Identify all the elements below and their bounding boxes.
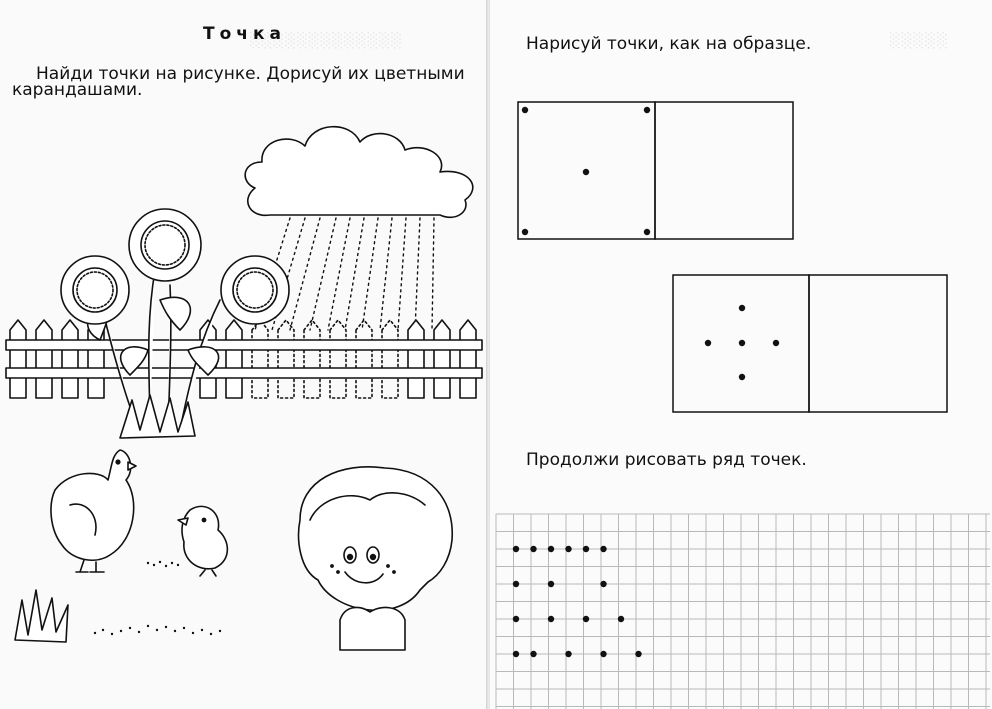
- chick: [178, 506, 227, 576]
- row-dot: [548, 581, 554, 587]
- row-dot: [618, 616, 624, 622]
- page-title: Точка: [203, 24, 286, 44]
- pattern-task-text: Нарисуй точки, как на образце.: [526, 34, 812, 54]
- pattern-box-1: [518, 102, 793, 239]
- row-dot: [600, 581, 606, 587]
- row-dot: [513, 616, 519, 622]
- empty-square-1[interactable]: [655, 102, 793, 239]
- task-instruction-line-1: Найди точки на рисунке. Дорисуй их цветными: [36, 64, 465, 84]
- left-page: [0, 0, 488, 709]
- rain-cloud: [245, 127, 473, 218]
- task-instruction-line-2: карандашами.: [12, 80, 143, 100]
- bleed-through-text: ░░░░░: [890, 33, 949, 49]
- row-dot: [548, 546, 554, 552]
- row-dot: [565, 651, 571, 657]
- picket-fence: [6, 320, 482, 398]
- sample-dots-2: [705, 305, 779, 380]
- row-dot: [513, 581, 519, 587]
- sample-dots-1: [522, 107, 650, 235]
- row-dot: [530, 651, 536, 657]
- hen: [51, 450, 136, 572]
- row-dot: [583, 616, 589, 622]
- row-dot: [583, 546, 589, 552]
- squared-grid: [496, 514, 990, 709]
- bleed-through-text: ░░░░░░░░░░░░░: [250, 33, 403, 49]
- exercise-area: [490, 0, 992, 709]
- grass-tuft: [15, 590, 68, 642]
- boy: [299, 467, 453, 650]
- sunflowers: [61, 209, 289, 438]
- row-dot: [530, 546, 536, 552]
- coloring-illustration: [0, 0, 488, 709]
- row-dot: [513, 546, 519, 552]
- row-dot: [635, 651, 641, 657]
- right-page: [490, 0, 992, 709]
- row-dot: [565, 546, 571, 552]
- row-dot: [548, 616, 554, 622]
- row-dot: [600, 651, 606, 657]
- empty-square-2[interactable]: [809, 275, 947, 412]
- row-dot: [513, 651, 519, 657]
- row-dot: [600, 546, 606, 552]
- ground-dots: [94, 625, 221, 635]
- grain-dots: [147, 561, 179, 567]
- row-task-text: Продолжи рисовать ряд точек.: [526, 450, 807, 470]
- pattern-box-2: [673, 275, 947, 412]
